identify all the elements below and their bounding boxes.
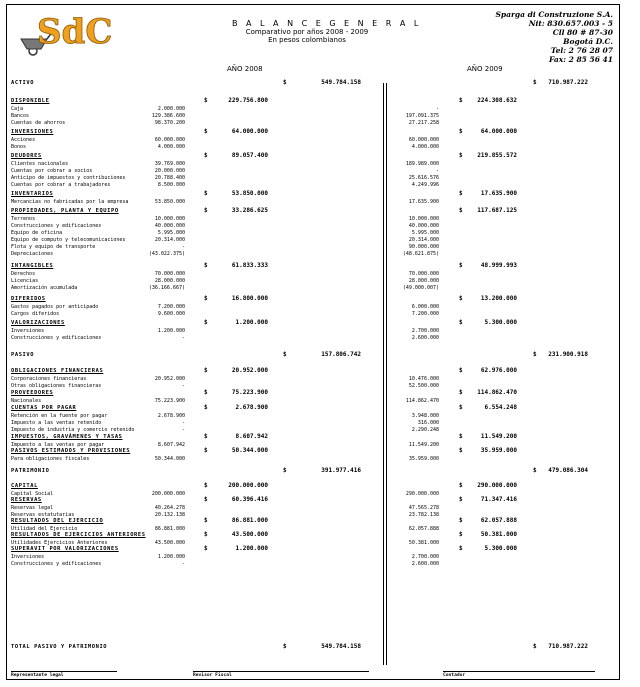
line-item-2008: -	[181, 427, 185, 433]
section-label: CAPITAL	[11, 483, 38, 489]
section-label: IMPUESTOS, GRAVÁMENES Y TASAS	[11, 434, 123, 440]
section-total-2008: 2.678.900	[235, 404, 268, 411]
line-item-2009: 197.091.375	[405, 113, 439, 119]
currency-symbol-2008: $	[204, 152, 208, 159]
section-total-2008: 89.057.400	[231, 152, 268, 159]
line-item-2008: 1.200.000	[157, 328, 185, 334]
section-label: RESULTADOS DE EJERCICIOS ANTERIORES	[11, 532, 146, 538]
line-item-2009: 17.635.900	[408, 199, 439, 205]
line-item-2008: 2.000.000	[157, 106, 185, 112]
section-total-2009: 35.959.000	[480, 447, 517, 454]
signature-fiscal: Revisor Fiscal	[193, 671, 369, 678]
section-total-2008: 64.000.000	[231, 128, 268, 135]
section-total-2009: 71.347.416	[480, 496, 517, 503]
section-total-2008: 50.344.000	[231, 447, 268, 454]
group-total-2008: 391.977.416	[321, 467, 361, 474]
line-item-label: Utilidad del Ejercicio	[11, 526, 78, 532]
currency-symbol-2008: $	[204, 517, 208, 524]
company-logo	[17, 9, 113, 57]
currency-symbol-2009: $	[459, 389, 463, 396]
group-total-2008: 549.784.158	[321, 643, 361, 650]
line-item-2008: 8.607.942	[157, 442, 185, 448]
line-item-label: Reservas legal	[11, 505, 54, 511]
group-total-2009: 479.086.304	[548, 467, 588, 474]
company-info	[495, 10, 613, 64]
balance-sheet	[6, 4, 620, 680]
line-item-label: Clientes nacionales	[11, 161, 69, 167]
line-item-label: Cuentas por cobrar a trabajadores	[11, 182, 111, 188]
line-item-2009: 60.000.000	[408, 137, 439, 143]
line-item-2009: 20.314.000	[408, 237, 439, 243]
line-item-2009: -	[435, 168, 439, 174]
section-total-2009: 62.057.888	[480, 517, 517, 524]
section-label: DISPONIBLE	[11, 98, 50, 104]
signature-accountant: Contador	[443, 671, 595, 678]
section-total-2008: 53.850.000	[231, 190, 268, 197]
line-item-2008: -	[181, 335, 185, 341]
line-item-label: Construcciones y edificaciones	[11, 335, 102, 341]
currency-symbol-2008: $	[204, 207, 208, 214]
currency-symbol-2009: $	[459, 517, 463, 524]
currency-symbol-2008: $	[283, 79, 287, 86]
line-item-2009: 27.217.258	[408, 120, 439, 126]
section-total-2008: 43.500.000	[231, 531, 268, 538]
currency-symbol-2008: $	[204, 97, 208, 104]
section-total-2009: 117.687.125	[477, 207, 517, 214]
section-total-2008: 86.881.000	[231, 517, 268, 524]
line-item-label: Caja	[11, 106, 24, 112]
line-item-2008: 53.850.000	[154, 199, 185, 205]
line-item-2008: 75.223.900	[154, 398, 185, 404]
currency-symbol-2009: $	[459, 319, 463, 326]
line-item-2009: 5.995.000	[411, 230, 439, 236]
section-total-2008: 75.223.900	[231, 389, 268, 396]
line-item-2009: 3.948.000	[411, 413, 439, 419]
company-tel: Tel: 2 76 28 07	[550, 46, 613, 55]
currency-symbol-2009: $	[459, 433, 463, 440]
line-item-2009: (48.621.875)	[402, 251, 439, 257]
line-item-2009: 7.200.000	[411, 311, 439, 317]
line-item-2009: 35.959.000	[408, 456, 439, 462]
subtitle-text: Comparativo por años 2008 - 2009	[245, 28, 369, 36]
section-total-2008: 20.952.000	[231, 367, 268, 374]
currency-symbol-2009: $	[459, 482, 463, 489]
line-item-label: Reservas estatutarias	[11, 512, 75, 518]
currency-symbol-2009: $	[459, 295, 463, 302]
line-item-2008: 8.500.000	[157, 182, 185, 188]
group-total-2009: 710.987.222	[548, 79, 588, 86]
line-item-2008: 20.788.400	[154, 175, 185, 181]
section-label: RESULTADOS DEL EJERCICIO	[11, 518, 104, 524]
section-label: INTANGIBLES	[11, 263, 54, 269]
currency-symbol-2009: $	[459, 545, 463, 552]
major-group-label: PASIVO	[11, 352, 35, 358]
line-item-2009: 6.000.000	[411, 304, 439, 310]
title-text: B A L A N C E G E N E R A L	[232, 19, 422, 28]
line-item-2009: (49.000.007)	[402, 285, 439, 291]
section-total-2009: 219.855.572	[477, 152, 517, 159]
currency-symbol-2008: $	[204, 404, 208, 411]
section-label: PROVEEDORES	[11, 390, 54, 396]
section-total-2009: 62.976.000	[480, 367, 517, 374]
currency-symbol-2009: $	[459, 207, 463, 214]
group-total-2008: 549.784.158	[321, 79, 361, 86]
line-item-label: Otras obligaciones financieras	[11, 383, 102, 389]
section-label: OBLIGACIONES FINANCIERAS	[11, 368, 104, 374]
line-item-2008: 20.952.000	[154, 376, 185, 382]
line-item-label: Inversiones	[11, 328, 45, 334]
section-total-2009: 50.381.000	[480, 531, 517, 538]
document-title	[232, 19, 422, 44]
line-item-2009: 25.616.576	[408, 175, 439, 181]
section-total-2008: 229.756.800	[228, 97, 268, 104]
line-item-2008: -	[181, 383, 185, 389]
line-item-2009: 47.565.278	[408, 505, 439, 511]
line-item-2008: 1.200.000	[157, 554, 185, 560]
section-label: DEUDORES	[11, 153, 42, 159]
currency-symbol-2008: $	[204, 545, 208, 552]
section-total-2009: 17.635.900	[480, 190, 517, 197]
section-label: RESERVAS	[11, 497, 42, 503]
section-total-2009: 224.308.632	[477, 97, 517, 104]
company-fax: Fax: 2 85 56 41	[549, 55, 613, 64]
currency-symbol-2009: $	[459, 367, 463, 374]
year-2008-header: AÑO 2008	[227, 65, 263, 73]
line-item-label: Terrenos	[11, 216, 36, 222]
line-item-label: Derechos	[11, 271, 36, 277]
line-item-label: Flota y equipo de transporte	[11, 244, 96, 250]
section-total-2008: 200.000.000	[228, 482, 268, 489]
line-item-label: Retención en la fuente por pagar	[11, 413, 108, 419]
section-total-2009: 64.000.000	[480, 128, 517, 135]
column-divider	[383, 83, 384, 665]
line-item-2009: 10.476.000	[408, 376, 439, 382]
line-item-2009: 316.000	[417, 420, 439, 426]
line-item-label: Licencias	[11, 278, 39, 284]
line-item-2008: 70.000.000	[154, 271, 185, 277]
section-label: CUENTAS POR PAGAR	[11, 405, 77, 411]
section-total-2008: 1.200.000	[235, 319, 268, 326]
line-item-2008: 28.000.000	[154, 278, 185, 284]
line-item-label: Equipo de oficina	[11, 230, 63, 236]
line-item-2009: 23.782.138	[408, 512, 439, 518]
line-item-label: Gastos pagados por anticipado	[11, 304, 99, 310]
currency-text: En pesos colombianos	[268, 36, 346, 44]
column-divider-inner	[386, 83, 387, 665]
currency-symbol-2008: $	[204, 262, 208, 269]
currency-symbol-2009: $	[533, 643, 537, 650]
line-item-2008: 86.881.000	[154, 526, 185, 532]
line-item-label: Impuesto a las ventas por pagar	[11, 442, 105, 448]
line-item-label: Bancos	[11, 113, 30, 119]
line-item-label: Nacionales	[11, 398, 42, 404]
currency-symbol-2008: $	[283, 351, 287, 358]
section-label: SUPERAVIT POR VALORIZACIONES	[11, 546, 119, 552]
signature-legal-rep: Representante legal	[11, 671, 117, 678]
line-item-2009: 114.862.470	[405, 398, 439, 404]
line-item-label: Amortización acumulada	[11, 285, 78, 291]
line-item-2009: 70.000.000	[408, 271, 439, 277]
line-item-2008: 200.000.000	[151, 491, 185, 497]
line-item-label: Acciones	[11, 137, 36, 143]
currency-symbol-2009: $	[459, 128, 463, 135]
line-item-2008: 20.314.000	[154, 237, 185, 243]
line-item-2008: 39.769.000	[154, 161, 185, 167]
currency-symbol-2009: $	[459, 152, 463, 159]
major-group-label: TOTAL PASIVO Y PATRIMONIO	[11, 644, 108, 650]
currency-symbol-2009: $	[459, 496, 463, 503]
currency-symbol-2008: $	[204, 389, 208, 396]
line-item-label: Bonos	[11, 144, 27, 150]
section-total-2009: 11.549.200	[480, 433, 517, 440]
line-item-2009: 2.600.000	[411, 561, 439, 567]
line-item-2008: 40.000.000	[154, 223, 185, 229]
line-item-2009: 189.989.000	[405, 161, 439, 167]
currency-symbol-2009: $	[459, 447, 463, 454]
currency-symbol-2009: $	[459, 97, 463, 104]
line-item-2009: 2.700.000	[411, 554, 439, 560]
line-item-2009: 52.500.000	[408, 383, 439, 389]
line-item-2009: 40.000.000	[408, 223, 439, 229]
line-item-label: Depreciaciones	[11, 251, 54, 257]
section-total-2008: 1.200.000	[235, 545, 268, 552]
currency-symbol-2008: $	[204, 433, 208, 440]
company-city: Bogotá D.C.	[563, 37, 613, 46]
line-item-2009: -	[435, 106, 439, 112]
section-total-2009: 114.862.470	[477, 389, 517, 396]
year-2009-header: AÑO 2009	[467, 65, 503, 73]
company-name: Sparga di Construzione S.A.	[495, 10, 613, 19]
group-total-2009: 231.900.918	[548, 351, 588, 358]
section-total-2008: 61.833.333	[231, 262, 268, 269]
line-item-2009: 62.057.888	[408, 526, 439, 532]
line-item-2008: 43.500.000	[154, 540, 185, 546]
major-group-label: ACTIVO	[11, 80, 35, 86]
line-item-label: Anticipo de impuestos y contribuciones	[11, 175, 126, 181]
section-total-2008: 8.607.942	[235, 433, 268, 440]
section-total-2009: 13.200.000	[480, 295, 517, 302]
line-item-2008: 5.995.000	[157, 230, 185, 236]
currency-symbol-2009: $	[533, 79, 537, 86]
svg-text:SdC: SdC	[37, 12, 113, 52]
section-label: VALORIZACIONES	[11, 320, 65, 326]
section-label: PASIVOS ESTIMADOS Y PROVISIONES	[11, 448, 131, 454]
currency-symbol-2008: $	[204, 531, 208, 538]
line-item-2009: 90.000.000	[408, 244, 439, 250]
company-address: Cll 80 # 87-30	[552, 28, 613, 37]
currency-symbol-2008: $	[204, 367, 208, 374]
line-item-2008: 50.344.000	[154, 456, 185, 462]
currency-symbol-2008: $	[204, 482, 208, 489]
section-total-2008: 60.396.416	[231, 496, 268, 503]
line-item-2009: 4.000.000	[411, 144, 439, 150]
currency-symbol-2009: $	[459, 262, 463, 269]
line-item-2009: 50.381.000	[408, 540, 439, 546]
line-item-2008: 60.000.000	[154, 137, 185, 143]
line-item-2009: 2.290.248	[411, 427, 439, 433]
line-item-2009: 11.549.200	[408, 442, 439, 448]
line-item-label: Construcciones y edificaciones	[11, 561, 102, 567]
line-item-2009: 2.600.000	[411, 335, 439, 341]
currency-symbol-2009: $	[533, 351, 537, 358]
section-label: PROPIEDADES, PLANTA Y EQUIPO	[11, 208, 119, 214]
line-item-label: Cuentas por cobrar a socios	[11, 168, 93, 174]
line-item-label: Inversiones	[11, 554, 45, 560]
line-item-2008: (43.022.375)	[148, 251, 185, 257]
line-item-label: Corporaciones financieras	[11, 376, 87, 382]
section-total-2009: 6.554.248	[484, 404, 517, 411]
major-group-label: PATRIMONIO	[11, 468, 50, 474]
group-total-2009: 710.987.222	[548, 643, 588, 650]
line-item-2008: 2.678.900	[157, 413, 185, 419]
currency-symbol-2008: $	[204, 319, 208, 326]
line-item-2009: 28.000.000	[408, 278, 439, 284]
line-item-label: Construcciones y edificaciones	[11, 223, 102, 229]
line-item-2008: 98.370.200	[154, 120, 185, 126]
section-total-2009: 48.999.993	[480, 262, 517, 269]
line-item-2008: 129.386.600	[151, 113, 185, 119]
line-item-2008: 40.264.278	[154, 505, 185, 511]
section-label: INVENTARIOS	[11, 191, 54, 197]
section-label: INVERSIONES	[11, 129, 54, 135]
line-item-2009: 10.000.000	[408, 216, 439, 222]
line-item-label: Equipo de computo y telecomunicaciones	[11, 237, 126, 243]
currency-symbol-2009: $	[459, 404, 463, 411]
currency-symbol-2008: $	[204, 496, 208, 503]
line-item-label: Utilidades Ejercicios Anteriores	[11, 540, 108, 546]
section-total-2009: 290.000.000	[477, 482, 517, 489]
section-total-2009: 5.300.000	[484, 319, 517, 326]
line-item-label: Cargos diferidos	[11, 311, 60, 317]
line-item-2008: -	[181, 561, 185, 567]
currency-symbol-2008: $	[283, 467, 287, 474]
line-item-2008: (36.166.667)	[148, 285, 185, 291]
line-item-2008: 20.132.138	[154, 512, 185, 518]
currency-symbol-2008: $	[283, 643, 287, 650]
currency-symbol-2009: $	[459, 531, 463, 538]
section-total-2009: 5.300.000	[484, 545, 517, 552]
line-item-label: Cuentas de ahorros	[11, 120, 66, 126]
section-total-2008: 16.800.000	[231, 295, 268, 302]
line-item-2008: 20.000.000	[154, 168, 185, 174]
currency-symbol-2008: $	[204, 190, 208, 197]
currency-symbol-2008: $	[204, 447, 208, 454]
currency-symbol-2008: $	[204, 295, 208, 302]
section-total-2008: 33.286.625	[231, 207, 268, 214]
line-item-2009: 290.000.000	[405, 491, 439, 497]
line-item-2009: 2.700.000	[411, 328, 439, 334]
line-item-label: Mercancias no fabricadas por la empresa	[11, 199, 129, 205]
line-item-2008: 7.200.000	[157, 304, 185, 310]
line-item-label: Capital Social	[11, 491, 54, 497]
line-item-2008: -	[181, 244, 185, 250]
line-item-label: Para obligaciones fiscales	[11, 456, 90, 462]
line-item-2008: -	[181, 420, 185, 426]
currency-symbol-2009: $	[459, 190, 463, 197]
currency-symbol-2008: $	[204, 128, 208, 135]
line-item-2008: 9.600.000	[157, 311, 185, 317]
line-item-2008: 10.000.000	[154, 216, 185, 222]
company-nit: Nit: 830.657.003 - 5	[528, 19, 613, 28]
line-item-label: Impuesto de industria y comercio retenido	[11, 427, 135, 433]
line-item-2008: 4.000.000	[157, 144, 185, 150]
line-item-2009: 4.249.996	[411, 182, 439, 188]
group-total-2008: 157.806.742	[321, 351, 361, 358]
section-label: DIFERIDOS	[11, 296, 46, 302]
currency-symbol-2009: $	[533, 467, 537, 474]
line-item-label: Impuesto a las ventas retenido	[11, 420, 102, 426]
